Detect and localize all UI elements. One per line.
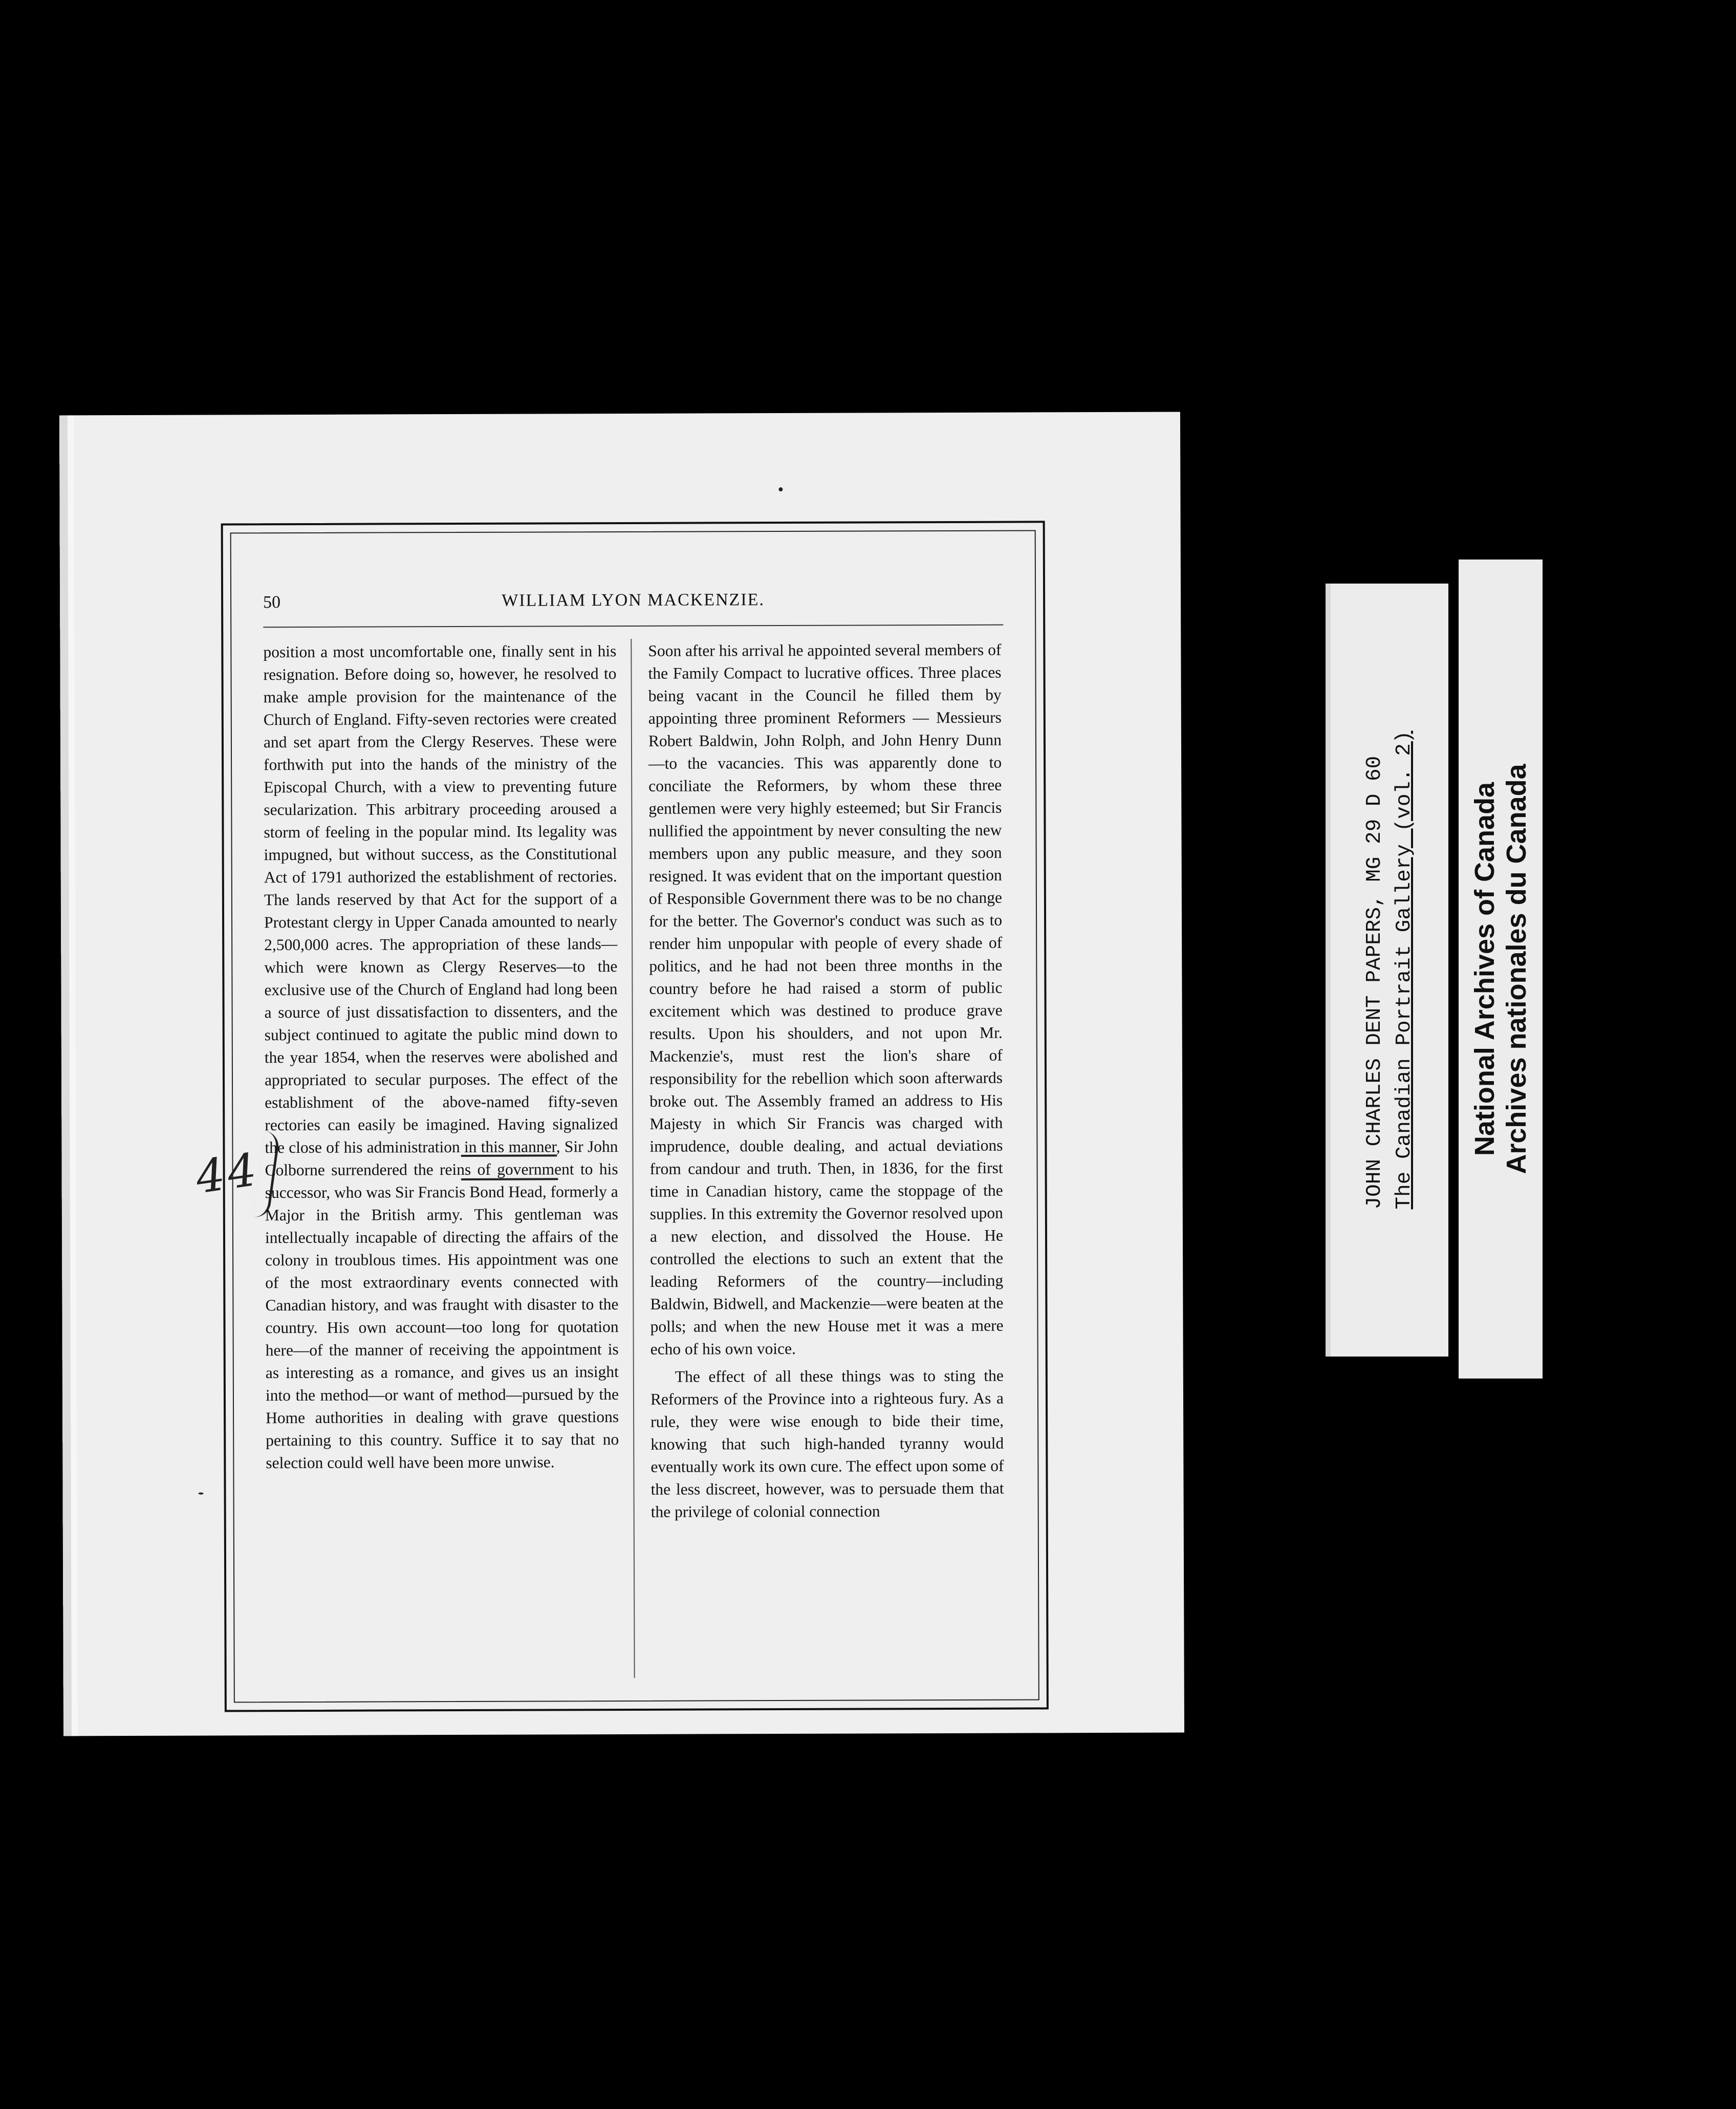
institution-name-french: Archives nationales du Canada [1501,764,1532,1174]
column-divider [631,639,635,1678]
running-title: WILLIAM LYON MACKENZIE. [502,590,765,610]
paragraph: position a most uncomfortable one, finally sent in his resignation. Before doing so, however, he resolved to make ample provision for the maintenance of the Church of England. Fifty-seven rectories were created and set apart from the Clergy Reserves. These were forthwith put into the hands of the ministry of the Episcopal Church, with a view to preventing future secularization. This arbitrary proceeding aroused a storm of feeling in the popular mind. Its legality was impugned, but without success, as the Constitutional Act of 1791 authorized the establishment of rectories. The lands reserved by that Act for the support of a Protestant clergy in Upper Canada amounted to nearly 2,500,000 acres. The appropriation of these lands—which were known as Clergy Reserves—to the exclusive use of the Church of England had long been a source of just dissatisfaction to dissenters, and the subject continued to agitate the public mind down to the year 1854, when the reserves were abolished and appropriated to secular purposes. The effect of the establishment of the above-named fifty-seven rectories can easily be imagined. Having signalized the close of his administration in this manner, Sir John Colborne surrendered the reins of government to his successor, who was Sir Francis Bond Head, formerly a Major in the British army. This gentleman was intellectually incapable of directing the affairs of the colony in troublous times. His appointment was one of the most extraordinary events connected with Canadian history, and was fraught with disaster to the country. His own account—too long for quotation here—of the manner of receiving the appointment is as interesting as a romance, and gives us an insight into the method—or want of method—pursued by the Home authorities in dealing with grave questions pertaining to this country. Suffice it to say that no selection could well have been more unwise. [263,642,619,1472]
page-number: 50 [263,593,281,612]
reference-label-text [1360,731,1419,1210]
paragraph: The effect of all these things was to sting the Reformers of the Province into a righteous fury. As a rule, they were wise enough to bide their time, knowing that such high-handed tyranny would eventually work its own cure. The effect upon some of the less discreet, however, was to persuade them that the privilege of colonial connection [650,1366,1004,1521]
archive-institution-label [1459,559,1543,1379]
volume-reference: The Canadian Portrait Gallery (vol. 2) [1393,730,1416,1210]
scan-speck [778,487,783,491]
scan-speck [199,1493,204,1495]
handwritten-page-note: 44 [192,1143,263,1204]
archive-reference-label [1326,584,1448,1357]
institution-label-text [1469,764,1532,1174]
running-head [263,589,1003,628]
scanned-page [59,412,1184,1736]
collection-reference: JOHN CHARLES DENT PAPERS, MG 29 D 60 [1363,756,1386,1210]
left-text-column [263,640,619,1474]
page-border-frame [221,521,1049,1712]
right-text-column [648,639,1004,1523]
paragraph: Soon after his arrival he appointed several members of the Family Compact to lucrative offices. Three places being vacant in the Council he filled them by appointing three prominent Reformers — Messieurs Robert Baldwin, John Rolph, and John Henry Dunn —to the vacancies. This was apparently done to conciliate the Reformers, by whom these three gentlemen were very highly esteemed; but Sir Francis nullified the appointment by never consulting the new members upon any public measure, and they soon resigned. It was evident that on the important question of Responsible Government there was to be no change for the better. The Governor's conduct was such as to render him unpopular with people of every shade of politics, and he had not been three months in the country before he had raised a storm of public excitement which was destined to produce grave results. Upon his shoulders, and not upon Mr. Mackenzie's, must rest the lion's share of responsibility for the rebellion which soon afterwards broke out. The Assembly framed an address to His Majesty in which Sir Francis was charged with imprudence, double dealing, and actual deviations from candour and truth. Then, in 1836, for the first time in Canadian history, came the stoppage of the supplies. In this extremity the Governor resolved upon a new election, and dissolved the House. He controlled the elections to such an extent that the leading Reformers of the country—including Baldwin, Bidwell, and Mackenzie—were beaten at the polls; and when the new House met it was a mere echo of his own voice. [648,640,1004,1358]
page-inner-frame [230,530,1039,1703]
institution-name-english: National Archives of Canada [1469,782,1500,1156]
